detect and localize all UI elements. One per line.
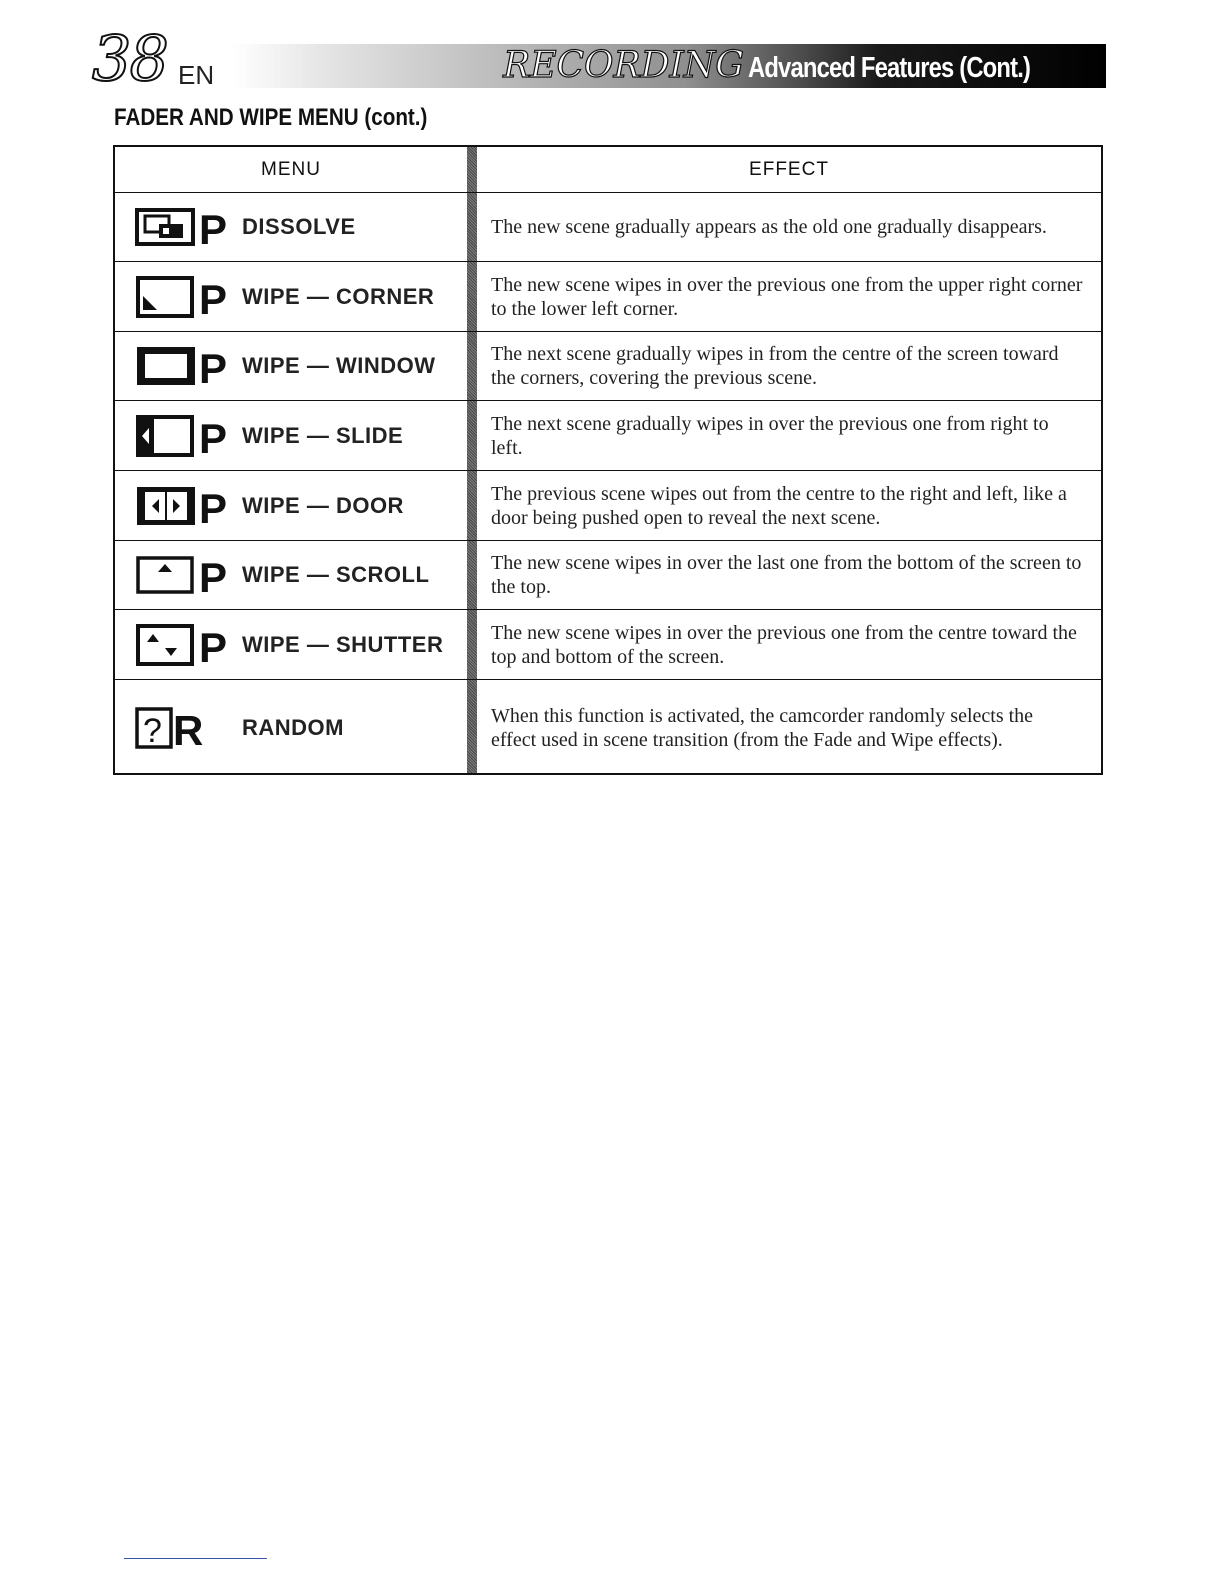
svg-text:P: P — [199, 554, 228, 598]
wipe-scroll-icon — [135, 552, 229, 598]
wipe-slide-icon — [135, 413, 229, 459]
menu-label: WIPE — WINDOW — [242, 353, 436, 378]
table-row — [115, 541, 1101, 610]
table-row — [115, 262, 1101, 332]
effect-text: The next scene gradually wipes in from the centre of the screen toward the corners, covering the previous scene. — [491, 343, 1059, 389]
random-icon — [135, 705, 229, 751]
effect-text: The previous scene wipes out from the centre to the right and left, like a door being pushed open to reveal the next scene. — [491, 482, 1067, 529]
wipe-window-icon — [135, 343, 229, 389]
effect-text: The new scene wipes in over the last one from the bottom of the screen to the top. — [491, 552, 1082, 598]
dissolve-icon — [135, 204, 229, 250]
table-row — [115, 193, 1101, 262]
effect-column-header: EFFECT — [749, 158, 829, 180]
effect-text: When this function is activated, the camcorder randomly selects the effect used in scene transition (from the Fade and Wipe effects). — [491, 704, 1034, 751]
wipe-shutter-icon — [135, 622, 229, 668]
svg-text:R: R — [173, 706, 204, 751]
svg-text:P: P — [199, 206, 228, 250]
menu-label: DISSOLVE — [242, 214, 356, 239]
svg-text:P: P — [199, 345, 228, 389]
section-title: FADER AND WIPE MENU (cont.) — [114, 104, 428, 131]
wipe-door-icon — [135, 483, 229, 529]
page-language: EN — [178, 60, 215, 90]
menu-label: WIPE — CORNER — [242, 283, 435, 309]
svg-text:P: P — [199, 275, 228, 320]
menu-label: WIPE — SLIDE — [242, 422, 404, 448]
table-row — [115, 680, 1101, 775]
table-row — [115, 401, 1101, 471]
banner-subtitle: Advanced Features (Cont.) — [748, 52, 1031, 84]
menu-column-header: MENU — [261, 158, 321, 180]
menu-label: RANDOM — [242, 714, 344, 740]
svg-text:P: P — [199, 623, 228, 668]
effect-text: The new scene gradually appears as the old one gradually disappears. — [491, 216, 1047, 238]
effect-text: The new scene wipes in over the previous one from the centre toward the top and bottom of the screen. — [491, 621, 1077, 668]
menu-label: WIPE — DOOR — [242, 492, 404, 518]
table-row — [115, 610, 1101, 680]
effect-text: The next scene gradually wipes in over the previous one from right to left. — [491, 412, 1049, 459]
banner-title-text: RECORDING — [503, 45, 744, 86]
effect-text: The new scene wipes in over the previous one from the upper right corner to the lower left corner. — [491, 273, 1083, 320]
wipe-corner-icon — [135, 274, 229, 320]
page-number: 38 — [92, 22, 167, 95]
menu-label: WIPE — SHUTTER — [242, 631, 444, 657]
table-row — [115, 471, 1101, 541]
fader-wipe-table — [113, 145, 1103, 775]
menu-label: WIPE — SCROLL — [242, 562, 430, 587]
table-row — [115, 332, 1101, 401]
svg-text:P: P — [199, 414, 228, 459]
svg-text:P: P — [199, 484, 228, 529]
table-header-row — [115, 147, 1101, 193]
chapter-banner — [232, 44, 1106, 88]
banner-title — [503, 46, 1092, 88]
footer-rule — [124, 1558, 267, 1559]
svg-text:?: ? — [143, 711, 162, 750]
